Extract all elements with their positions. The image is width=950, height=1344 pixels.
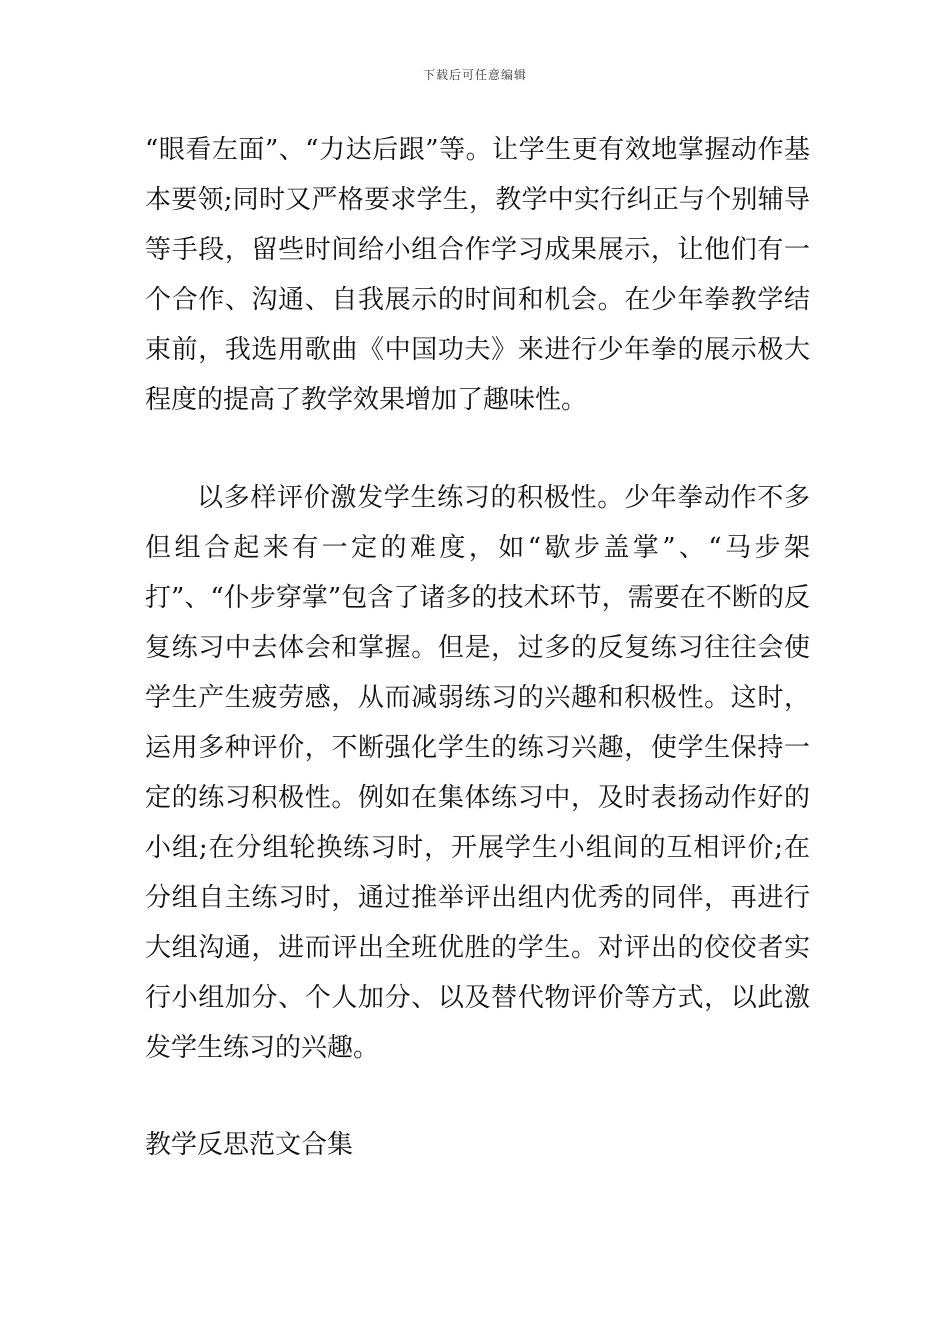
paragraph-2: 以多样评价激发学生练习的积极性。少年拳动作不多但组合起来有一定的难度，如“歇步盖掌”、“马步架打”、“仆步穿掌”包含了诸多的技术环节，需要在不断的反复练习中去体会和掌握。但是，过多的反复练习往往会使学生产生疲劳感，从而减弱练习的兴趣和积极性。这时，运用多种评价，不断强化学生的练习兴趣，使学生保持一定的练习积极性。例如在集体练习中，及时表扬动作好的小组;在分组轮换练习时，开展学生小组间的互相评价;在分组自主练习时，通过推举评出组内优秀的同伴，再进行大组沟通，进而评出全班优胜的学生。对评出的佼佼者实行小组加分、个人加分、以及替代物评价等方式，以此激发学生练习的兴趣。: [145, 483, 810, 1063]
header-note: 下载后可任意编辑: [422, 68, 527, 82]
section-title: 教学反思范文合集: [145, 1130, 354, 1160]
paragraph-1: “眼看左面”、“力达后跟”等。让学生更有效地掌握动作基本要领;同时又严格要求学生，教学中实行纠正与个别辅导等手段，留些时间给小组合作学习成果展示，让他们有一个合作、沟通、自我展示的时间和机会。在少年拳教学结束前，我选用歌曲《中国功夫》来进行少年拳的展示极大程度的提高了教学效果增加了趣味性。: [145, 135, 810, 415]
